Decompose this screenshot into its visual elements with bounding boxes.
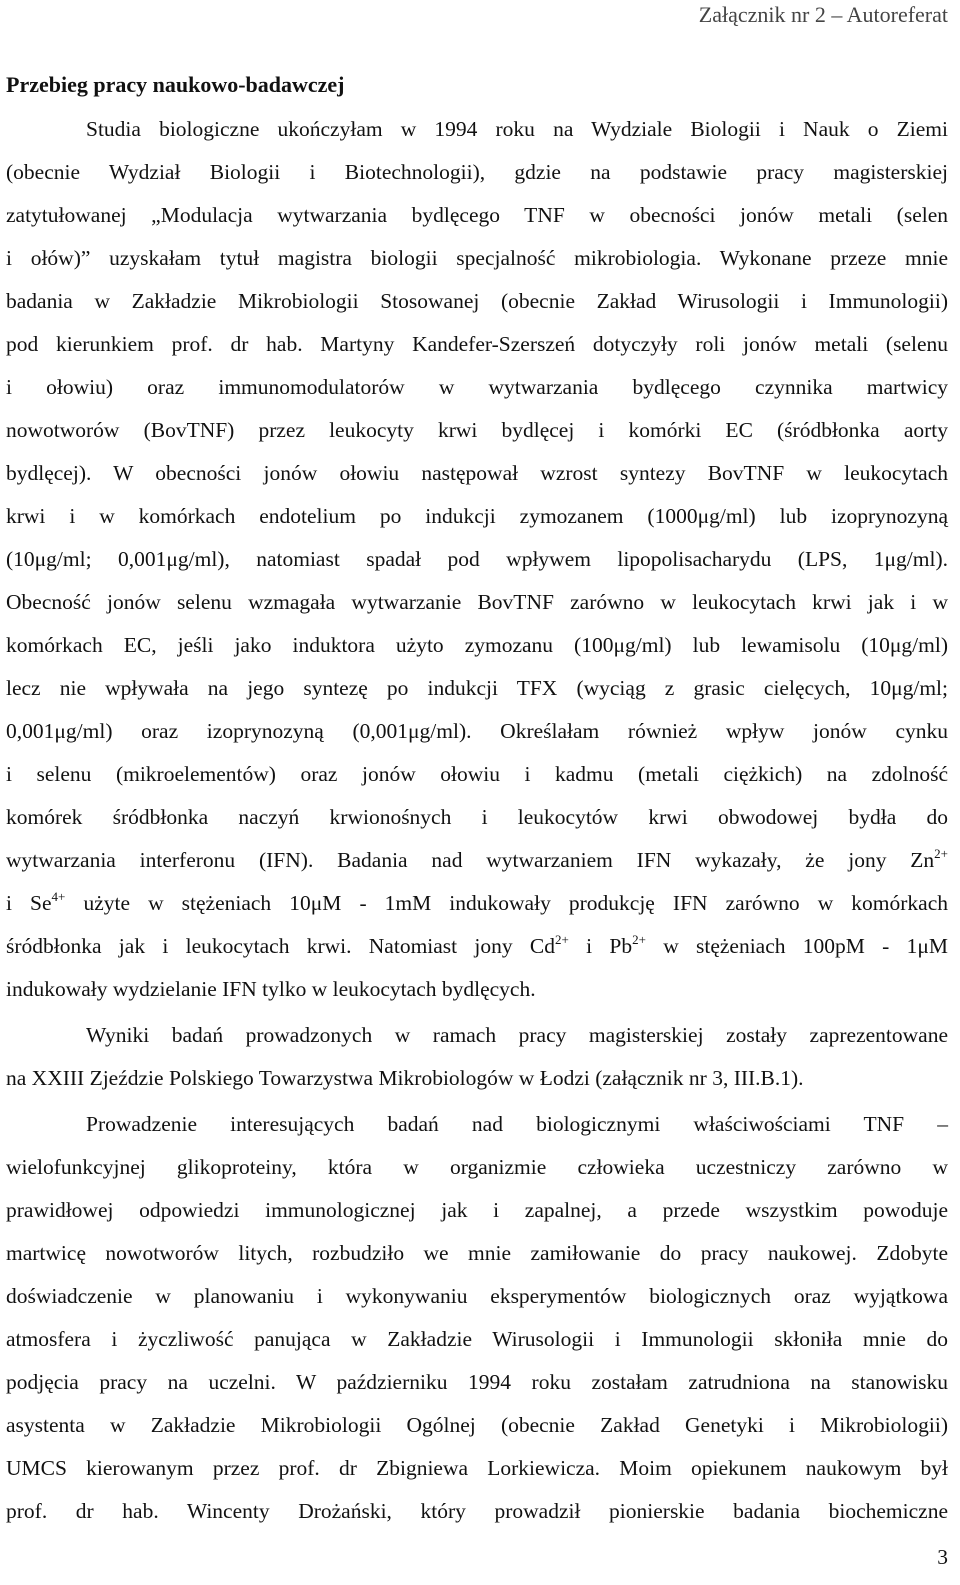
text-line: wielofunkcyjnej glikoproteiny, która w organizmie człowieka uczestniczy zarówno w [6,1155,948,1179]
text-line: UMCS kierowanym przez prof. dr Zbigniewa Lorkiewicza. Moim opiekunem naukowym był [6,1456,948,1480]
superscript-charge: 2+ [555,932,569,947]
text-segment: w stężeniach 100pM - 1μM [645,934,948,958]
text-segment: użyte w stężeniach 10μM - 1mM indukowały produkcję IFN zarówno w komórkach [65,891,948,915]
text-line: zatytułowanej „Modulacja wytwarzania bydlęcego TNF w obecności jonów metali (selen [6,203,948,227]
text-line: badania w Zakładzie Mikrobiologii Stosowanej (obecnie Zakład Wirusologii i Immunologii) [6,289,948,313]
text-line [6,931,948,961]
text-line: krwi i w komórkach endotelium po indukcji zymozanem (1000μg/ml) lub izoprynozyną [6,504,948,528]
text-line: na XXIII Zjeździe Polskiego Towarzystwa Mikrobiologów w Łodzi (załącznik nr 3, III.B.1). [6,1066,804,1090]
text-line: asystenta w Zakładzie Mikrobiologii Ogólnej (obecnie Zakład Genetyki i Mikrobiologii) [6,1413,948,1437]
text-segment: i Se [6,891,52,915]
page-number: 3 [937,1545,948,1569]
text-line: prof. dr hab. Wincenty Drożański, który prowadził pionierskie badania biochemiczne [6,1499,948,1523]
text-line: 0,001μg/ml) oraz izoprynozyną (0,001μg/ml). Określałam również wpływ jonów cynku [6,719,948,743]
superscript-charge: 2+ [934,846,948,861]
text-line: lecz nie wpływała na jego syntezę po indukcji TFX (wyciąg z grasic cielęcych, 10μg/ml; [6,676,948,700]
text-line: nowotworów (BovTNF) przez leukocyty krwi bydlęcej i komórki EC (śródbłonka aorty [6,418,948,442]
superscript-charge: 4+ [51,889,66,904]
section-heading: Przebieg pracy naukowo-badawczej [6,72,345,97]
text-line: Prowadzenie interesujących badań nad biologicznymi właściwościami TNF – [86,1112,948,1136]
text-line: podjęcia pracy na uczelni. W październiku 1994 roku zostałam zatrudniona na stanowisku [6,1370,948,1394]
text-segment: wytwarzania interferonu (IFN). Badania nad wytwarzaniem IFN wykazały, że jony Zn [6,848,935,872]
annex-header: Załącznik nr 2 – Autoreferat [698,2,948,27]
text-line: bydlęcej). W obecności jonów ołowiu następował wzrost syntezy BovTNF w leukocytach [6,461,948,485]
text-line: (10μg/ml; 0,001μg/ml), natomiast spadał pod wpływem lipopolisacharydu (LPS, 1μg/ml). [6,547,948,571]
text-line: komórkach EC, jeśli jako induktora użyto zymozanu (100μg/ml) lub lewamisolu (10μg/ml) [6,633,948,657]
text-line [6,888,948,918]
text-segment: śródbłonka jak i leukocytach krwi. Natomiast jony Cd [6,934,556,958]
text-line: (obecnie Wydział Biologii i Biotechnologii), gdzie na podstawie pracy magisterskiej [6,160,948,184]
text-line: prawidłowej odpowiedzi immunologicznej jak i zapalnej, a przede wszystkim powoduje [6,1198,948,1222]
text-line [6,845,948,875]
superscript-charge: 2+ [632,932,646,947]
text-line: martwicę nowotworów litych, rozbudziło we mnie zamiłowanie do pracy naukowej. Zdobyte [6,1241,948,1265]
text-line: doświadczenie w planowaniu i wykonywaniu eksperymentów biologicznych oraz wyjątkowa [6,1284,948,1308]
document-page [6,0,948,1585]
text-line: Obecność jonów selenu wzmagała wytwarzanie BovTNF zarówno w leukocytach krwi jak i w [6,590,948,614]
text-line: i ołowiu) oraz immunomodulatorów w wytwarzania bydlęcego czynnika martwicy [6,375,948,399]
text-line: komórek śródbłonka naczyń krwionośnych i leukocytów krwi obwodowej bydła do [6,805,948,829]
text-line: Studia biologiczne ukończyłam w 1994 roku na Wydziale Biologii i Nauk o Ziemi [86,117,948,141]
text-line: indukowały wydzielanie IFN tylko w leukocytach bydlęcych. [6,977,536,1001]
text-line: atmosfera i życzliwość panująca w Zakładzie Wirusologii i Immunologii skłoniła mnie do [6,1327,948,1351]
text-segment: i Pb [568,934,633,958]
text-line: pod kierunkiem prof. dr hab. Martyny Kandefer-Szerszeń dotyczyły roli jonów metali (selenu [6,332,948,356]
text-line: Wyniki badań prowadzonych w ramach pracy magisterskiej zostały zaprezentowane [86,1023,948,1047]
text-line: i ołów)” uzyskałam tytuł magistra biologii specjalność mikrobiologia. Wykonane przeze mnie [6,246,948,270]
text-line: i selenu (mikroelementów) oraz jonów ołowiu i kadmu (metali ciężkich) na zdolność [6,762,948,786]
